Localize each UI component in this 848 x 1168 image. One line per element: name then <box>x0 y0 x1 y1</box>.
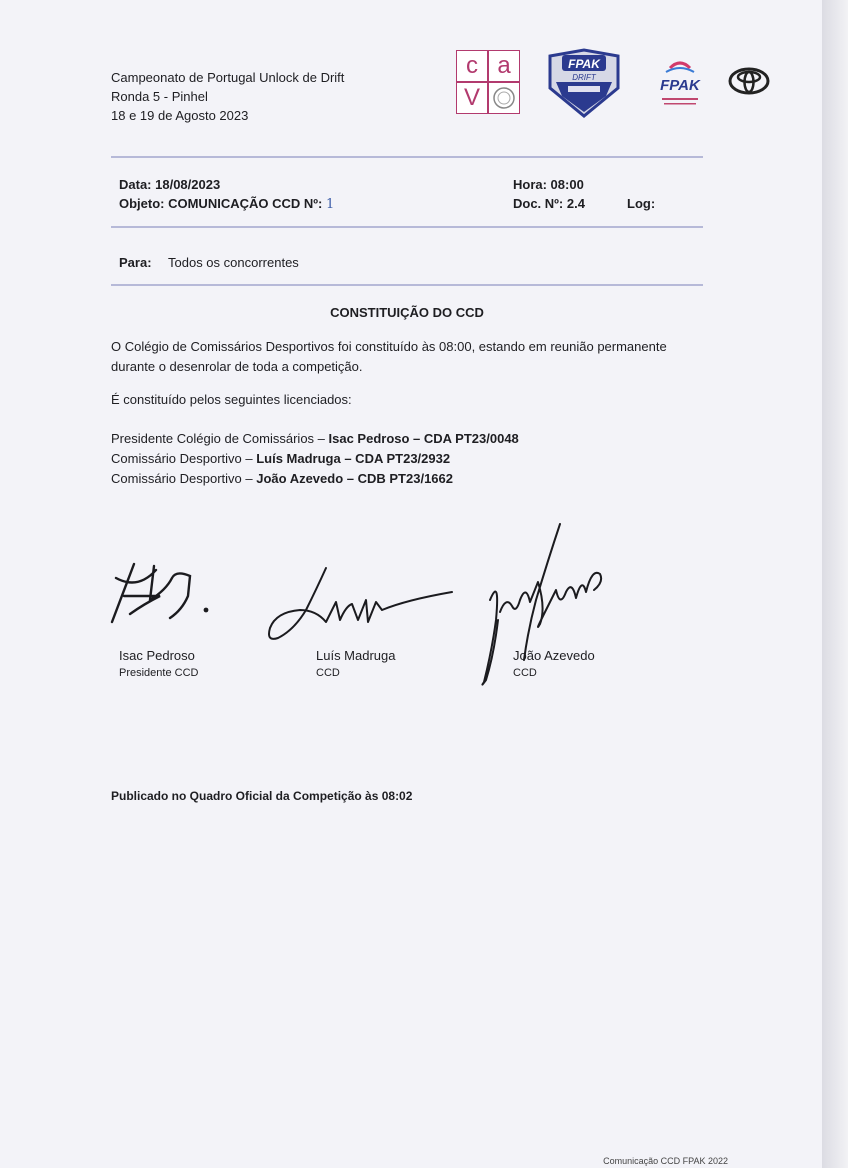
sponsor-logos <box>456 48 776 118</box>
publication-note: Publicado no Quadro Oficial da Competição às 08:02 <box>111 789 413 803</box>
doc-log: Log: <box>627 196 656 211</box>
member-row <box>111 449 711 469</box>
signature-luis-madruga <box>269 568 452 639</box>
scan-edge <box>822 0 848 1168</box>
divider-2 <box>111 226 703 228</box>
doc-object <box>119 196 334 212</box>
toyota-logo <box>728 66 770 96</box>
cav-logo <box>456 50 520 114</box>
member-role: Comissário Desportivo – <box>111 451 257 466</box>
recipient-label: Para: <box>119 255 152 270</box>
member-role: Presidente Colégio de Comissários – <box>111 431 329 446</box>
member-name: Luís Madruga – CDA PT23/2932 <box>256 451 451 466</box>
fpak-drift-sub: DRIFT <box>572 73 596 82</box>
member-list <box>111 429 711 489</box>
document-title: CONSTITUIÇÃO DO CCD <box>330 305 484 320</box>
cav-letter-c: c <box>457 51 487 81</box>
signatory-name: Isac Pedroso <box>119 648 195 663</box>
body-paragraph-2: É constituído pelos seguintes licenciados: <box>111 392 352 407</box>
divider-3 <box>111 284 703 286</box>
body-paragraph-1: O Colégio de Comissários Desportivos foi constituído às 08:00, estando em reunião permanente durante o desenrolar de toda a competição. <box>111 339 667 374</box>
member-name: João Azevedo – CDB PT23/1662 <box>256 471 453 486</box>
cav-letter-v: V <box>457 83 487 113</box>
fpak-drift-logo <box>544 48 624 118</box>
doc-number: Doc. Nº: 2.4 <box>513 196 585 211</box>
cav-letter-a: a <box>489 51 519 81</box>
doc-object-number: 1 <box>325 197 335 212</box>
signatory-role: CCD <box>316 667 340 679</box>
fpak-logo <box>652 54 708 114</box>
cav-emblem <box>489 83 519 113</box>
fpak-logo-label: FPAK <box>660 77 700 94</box>
member-row <box>111 429 711 449</box>
member-role: Comissário Desportivo – <box>111 471 257 486</box>
signature-isac-pedroso <box>104 556 224 636</box>
member-name: Isac Pedroso – CDA PT23/0048 <box>328 431 519 446</box>
doc-date: Data: 18/08/2023 <box>119 177 221 192</box>
signatory-name: Luís Madruga <box>316 648 396 663</box>
member-row <box>111 469 711 489</box>
recipient-value: Todos os concorrentes <box>168 255 299 270</box>
doc-time: Hora: 08:00 <box>513 177 584 192</box>
divider-1 <box>111 156 703 158</box>
signatory-role: Presidente CCD <box>119 667 199 679</box>
page-footer: Comunicação CCD FPAK 2022 <box>603 1156 728 1166</box>
event-header <box>111 68 344 125</box>
signatory-role: CCD <box>513 667 537 679</box>
signatory-name: João Azevedo <box>513 648 595 663</box>
event-name: Campeonato de Portugal Unlock de Drift <box>111 70 345 85</box>
doc-object-label: Objeto: COMUNICAÇÃO CCD Nº: <box>119 196 323 211</box>
event-date: 18 e 19 de Agosto 2023 <box>111 108 249 123</box>
fpak-drift-label: FPAK <box>568 57 600 71</box>
event-round: Ronda 5 - Pinhel <box>111 89 208 104</box>
